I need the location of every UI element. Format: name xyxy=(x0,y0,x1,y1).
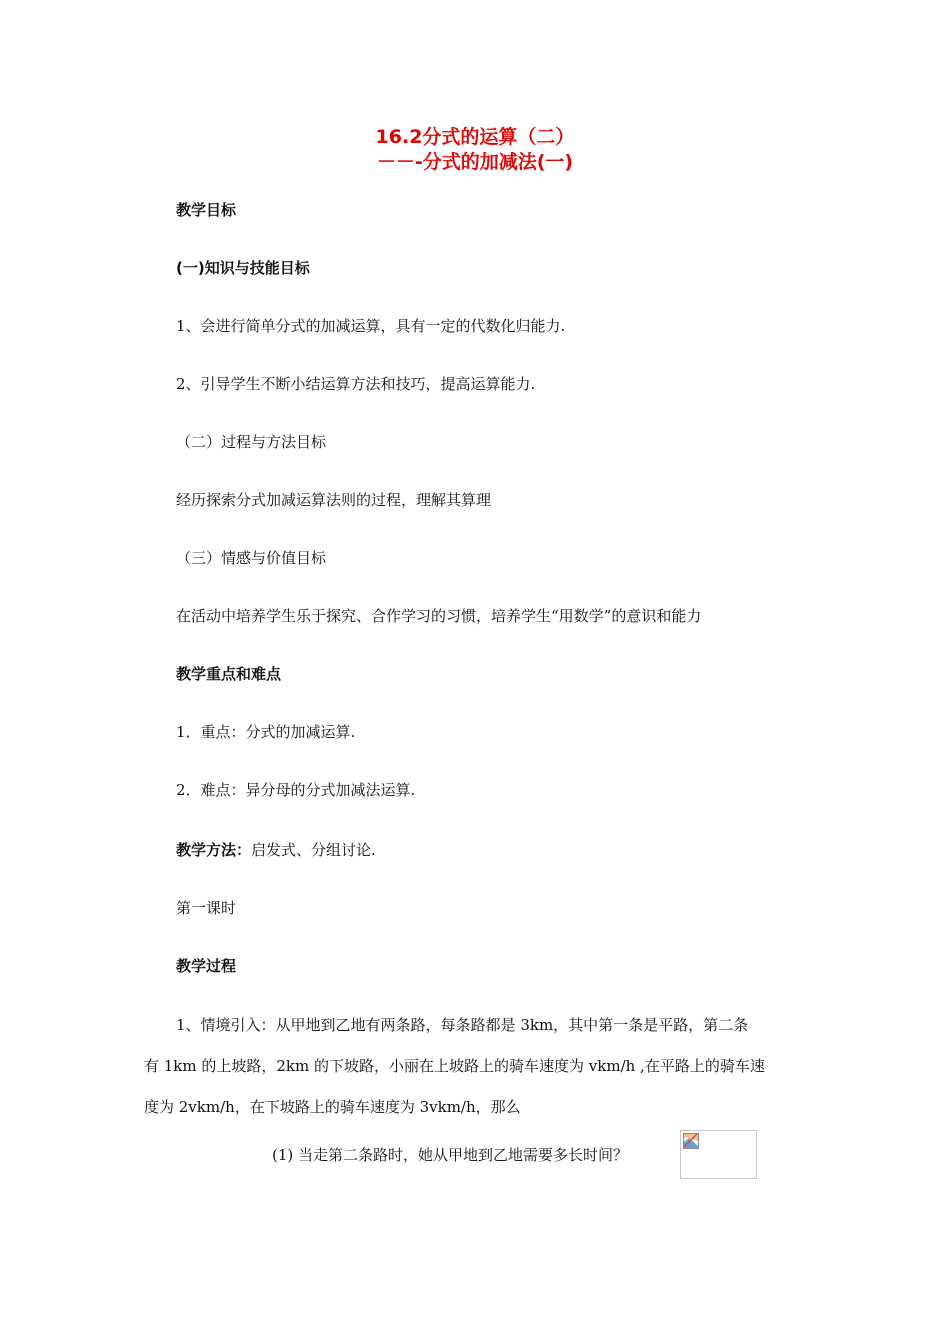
key-point-2: 2．难点：异分母的分式加减法运算. xyxy=(176,781,416,799)
title-line-2: －－-分式的加减法(一) xyxy=(376,151,574,173)
broken-image-icon xyxy=(683,1133,699,1149)
objective-item-2: 2、引导学生不断小结运算方法和技巧，提高运算能力. xyxy=(176,375,536,393)
teaching-method-text: 启发式、分组讨论. xyxy=(251,841,376,859)
teaching-method xyxy=(176,840,376,860)
objective-item-1: 1、会进行简单分式的加减运算，具有一定的代数化归能力. xyxy=(176,317,566,335)
teaching-method-label: 教学方法： xyxy=(176,841,252,859)
intro-line-2: 有 1km 的上坡路，2km 的下坡路，小丽在上坡路上的骑车速度为 vkm/h ,在平路上的骑车速 xyxy=(144,1057,765,1075)
intro-line-1: 1、情境引入：从甲地到乙地有两条路，每条路都是 3km，其中第一条是平路，第二条 xyxy=(176,1016,749,1034)
intro-line-3: 度为 2vkm/h，在下坡路上的骑车速度为 3vkm/h，那么 xyxy=(144,1098,521,1116)
question-1: (1) 当走第二条路时，她从甲地到乙地需要多长时间？ xyxy=(272,1146,629,1164)
emotion-text: 在活动中培养学生乐于探究、合作学习的习惯，培养学生“用数学”的意识和能力 xyxy=(176,607,702,625)
title-line-1: 16.2分式的运算（二） xyxy=(375,126,575,148)
heading-process-method: （二）过程与方法目标 xyxy=(176,433,327,451)
process-text: 经历探索分式加减运算法则的过程，理解其算理 xyxy=(176,491,492,509)
heading-key-difficult: 教学重点和难点 xyxy=(176,665,282,683)
heading-objectives: 教学目标 xyxy=(176,201,237,219)
lesson-label: 第一课时 xyxy=(176,899,237,917)
image-placeholder xyxy=(680,1130,757,1179)
heading-teaching-process: 教学过程 xyxy=(176,957,237,975)
key-point-1: 1．重点：分式的加减运算. xyxy=(176,723,356,741)
heading-emotion-value: （三）情感与价值目标 xyxy=(176,549,327,567)
heading-knowledge-skills: (一)知识与技能目标 xyxy=(176,259,310,277)
